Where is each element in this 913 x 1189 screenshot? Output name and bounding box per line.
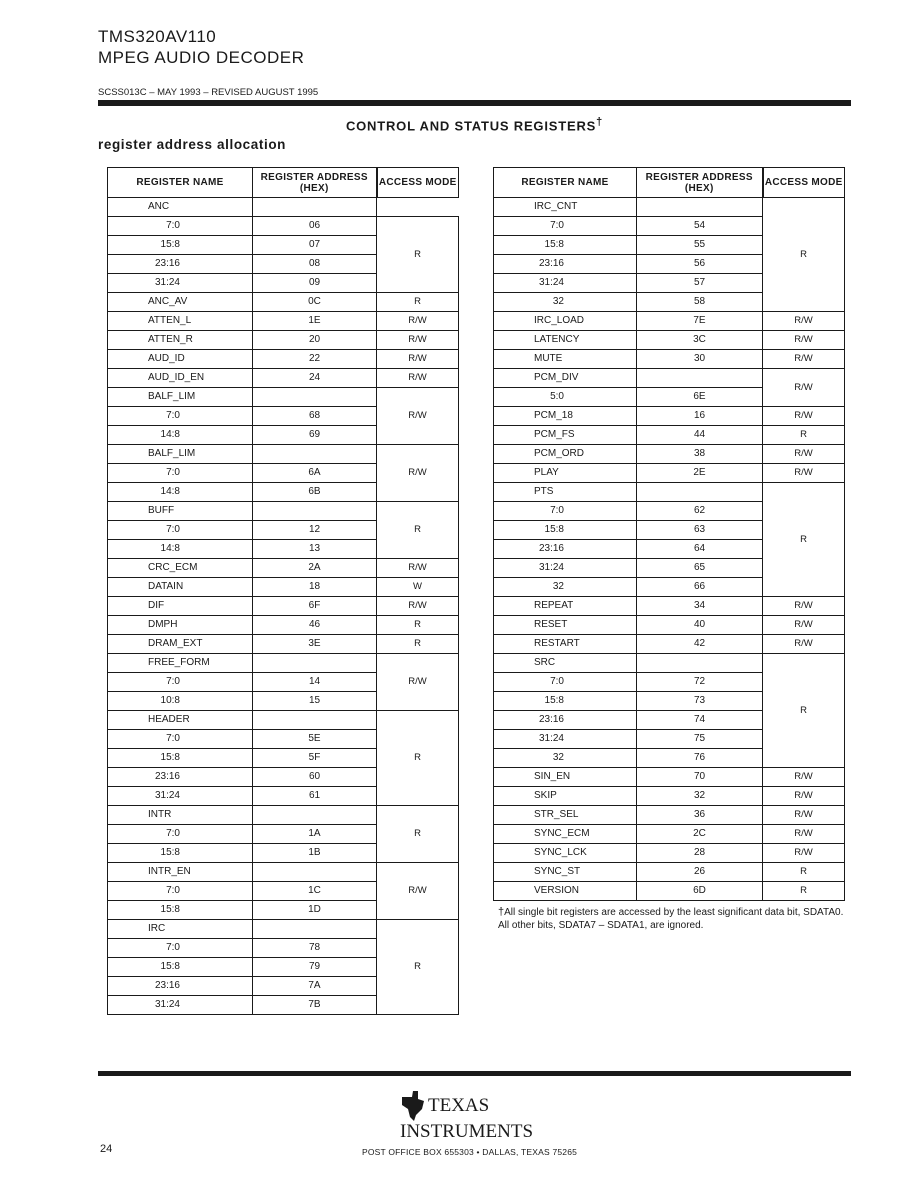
column-header-access-mode: ACCESS MODE <box>377 168 459 198</box>
register-address: 28 <box>637 844 763 863</box>
register-bit-range: 7:0 <box>494 673 637 692</box>
register-bit-range: 7:0 <box>108 217 253 236</box>
register-bit-range: 14:8 <box>108 540 253 559</box>
register-name: FREE_FORM <box>108 654 253 673</box>
register-address <box>253 863 377 882</box>
register-bit-range: 23:16 <box>494 255 637 274</box>
register-address: 14 <box>253 673 377 692</box>
register-address: 74 <box>637 711 763 730</box>
register-bit-range: 23:16 <box>108 255 253 274</box>
register-address: 15 <box>253 692 377 711</box>
access-mode: R/W <box>763 635 845 654</box>
register-address: 1C <box>253 882 377 901</box>
register-address: 36 <box>637 806 763 825</box>
column-header-register-name: REGISTER NAME <box>108 168 253 198</box>
register-name: SKIP <box>494 787 637 806</box>
register-table-right <box>493 167 845 901</box>
register-address <box>253 198 377 217</box>
table-row <box>108 711 459 730</box>
register-address <box>637 369 763 388</box>
register-address: 55 <box>637 236 763 255</box>
access-mode: R <box>377 502 459 559</box>
access-mode: R/W <box>763 844 845 863</box>
part-number: TMS320AV110 <box>98 27 217 46</box>
register-name: INTR_EN <box>108 863 253 882</box>
register-name: PCM_ORD <box>494 445 637 464</box>
table-row <box>494 445 845 464</box>
register-address: 1E <box>253 312 377 331</box>
access-mode: R/W <box>763 464 845 483</box>
register-address: 08 <box>253 255 377 274</box>
page-number: 24 <box>100 1143 113 1155</box>
register-address: 78 <box>253 939 377 958</box>
register-bit-range: 7:0 <box>108 882 253 901</box>
access-mode: R/W <box>377 388 459 445</box>
table-header-row <box>108 168 459 198</box>
register-name: SRC <box>494 654 637 673</box>
register-address: 13 <box>253 540 377 559</box>
register-address: 66 <box>637 578 763 597</box>
register-bit-range: 32 <box>494 578 637 597</box>
access-mode: R <box>763 198 845 312</box>
register-name: ANC <box>108 198 253 217</box>
register-address: 75 <box>637 730 763 749</box>
document-number: SCSS013C – MAY 1993 – REVISED AUGUST 1995 <box>98 87 319 98</box>
register-bit-range: 7:0 <box>108 730 253 749</box>
register-name: LATENCY <box>494 331 637 350</box>
register-name: IRC <box>108 920 253 939</box>
table-row <box>108 198 459 217</box>
register-address: 64 <box>637 540 763 559</box>
table-row <box>494 464 845 483</box>
access-mode: R/W <box>763 407 845 426</box>
register-name: MUTE <box>494 350 637 369</box>
register-name: ATTEN_R <box>108 331 253 350</box>
register-address: 6A <box>253 464 377 483</box>
access-mode: W <box>377 578 459 597</box>
access-mode: R <box>377 711 459 806</box>
register-name: REPEAT <box>494 597 637 616</box>
access-mode: R <box>763 882 845 901</box>
access-mode: R <box>377 806 459 863</box>
table-row <box>494 616 845 635</box>
table-row <box>108 350 459 369</box>
register-bit-range: 31:24 <box>494 730 637 749</box>
footnote-text: All single bit registers are accessed by the least significant data bit, SDATA0. All other bits, SDATA7 – SDATA1, are ignored. <box>498 907 844 931</box>
register-address: 7A <box>253 977 377 996</box>
register-address: 16 <box>637 407 763 426</box>
table-row <box>494 483 845 502</box>
register-address <box>637 198 763 217</box>
register-name: SYNC_ST <box>494 863 637 882</box>
register-bit-range: 15:8 <box>108 749 253 768</box>
register-address: 40 <box>637 616 763 635</box>
register-address: 58 <box>637 293 763 312</box>
register-address: 57 <box>637 274 763 293</box>
access-mode: R/W <box>763 787 845 806</box>
table-row <box>108 597 459 616</box>
register-bit-range: 7:0 <box>108 407 253 426</box>
register-bit-range: 15:8 <box>494 236 637 255</box>
register-bit-range: 31:24 <box>108 996 253 1015</box>
register-address: 26 <box>637 863 763 882</box>
register-bit-range: 14:8 <box>108 426 253 445</box>
register-address: 5F <box>253 749 377 768</box>
register-bit-range: 23:16 <box>494 711 637 730</box>
access-mode: R/W <box>377 863 459 920</box>
table-row <box>494 198 845 217</box>
register-bit-range: 32 <box>494 293 637 312</box>
access-mode: R/W <box>377 445 459 502</box>
register-address: 72 <box>637 673 763 692</box>
table-row <box>108 806 459 825</box>
register-bit-range: 23:16 <box>108 977 253 996</box>
register-address: 12 <box>253 521 377 540</box>
register-bit-range: 10:8 <box>108 692 253 711</box>
table-row <box>494 331 845 350</box>
register-address <box>253 654 377 673</box>
register-name: DRAM_EXT <box>108 635 253 654</box>
table-row <box>494 635 845 654</box>
access-mode: R <box>763 426 845 445</box>
register-name: AUD_ID <box>108 350 253 369</box>
table-row <box>108 559 459 578</box>
register-address <box>637 483 763 502</box>
access-mode: R <box>377 293 459 312</box>
table-row <box>108 369 459 388</box>
access-mode: R <box>377 616 459 635</box>
register-name: ANC_AV <box>108 293 253 312</box>
register-name: DATAIN <box>108 578 253 597</box>
access-mode: R/W <box>763 445 845 464</box>
register-address: 7B <box>253 996 377 1015</box>
column-header-register-address: REGISTER ADDRESS (HEX) <box>253 168 377 198</box>
register-address: 69 <box>253 426 377 445</box>
register-address: 24 <box>253 369 377 388</box>
register-name: IRC_CNT <box>494 198 637 217</box>
section-title-text: CONTROL AND STATUS REGISTERS <box>345 118 597 134</box>
register-address: 3C <box>637 331 763 350</box>
register-bit-range: 23:16 <box>108 768 253 787</box>
access-mode: R/W <box>377 654 459 711</box>
access-mode: R/W <box>763 768 845 787</box>
product-name: MPEG AUDIO DECODER <box>98 48 305 67</box>
register-address: 0C <box>253 293 377 312</box>
register-name: INTR <box>108 806 253 825</box>
table-row <box>108 635 459 654</box>
register-address: 60 <box>253 768 377 787</box>
register-address: 6E <box>637 388 763 407</box>
table-row <box>494 825 845 844</box>
register-bit-range: 31:24 <box>494 274 637 293</box>
table-row <box>494 787 845 806</box>
register-name: STR_SEL <box>494 806 637 825</box>
register-name: RESTART <box>494 635 637 654</box>
access-mode: R <box>763 654 845 768</box>
register-address: 2E <box>637 464 763 483</box>
register-address: 63 <box>637 521 763 540</box>
table-row <box>494 369 845 388</box>
logo-texas: TEXAS <box>428 1095 490 1116</box>
access-mode: R/W <box>763 331 845 350</box>
register-address <box>253 806 377 825</box>
register-name: SYNC_LCK <box>494 844 637 863</box>
register-bit-range: 31:24 <box>108 787 253 806</box>
access-mode: R/W <box>763 806 845 825</box>
register-address: 1D <box>253 901 377 920</box>
access-mode: R <box>763 863 845 882</box>
register-address: 1B <box>253 844 377 863</box>
access-mode: R/W <box>763 369 845 407</box>
register-address: 09 <box>253 274 377 293</box>
register-address: 73 <box>637 692 763 711</box>
register-table-left-body <box>108 198 459 1015</box>
table-row <box>108 863 459 882</box>
table-row <box>494 350 845 369</box>
register-name: HEADER <box>108 711 253 730</box>
register-bit-range: 15:8 <box>108 901 253 920</box>
register-address: 1A <box>253 825 377 844</box>
register-address: 54 <box>637 217 763 236</box>
table-row <box>108 312 459 331</box>
register-bit-range: 7:0 <box>108 939 253 958</box>
register-address: 6D <box>637 882 763 901</box>
section-subtitle: register address allocation <box>98 137 287 152</box>
register-address: 6B <box>253 483 377 502</box>
table-row <box>494 654 845 673</box>
table-row <box>494 882 845 901</box>
register-name: IRC_LOAD <box>494 312 637 331</box>
register-address: 68 <box>253 407 377 426</box>
register-name: BALF_LIM <box>108 445 253 464</box>
register-bit-range: 15:8 <box>108 958 253 977</box>
access-mode: R/W <box>763 825 845 844</box>
register-address <box>637 654 763 673</box>
register-bit-range: 7:0 <box>108 464 253 483</box>
footer-rule <box>98 1071 851 1076</box>
table-row <box>108 502 459 521</box>
register-name: CRC_ECM <box>108 559 253 578</box>
register-address: 44 <box>637 426 763 445</box>
register-name: ATTEN_L <box>108 312 253 331</box>
ti-state-icon <box>402 1091 424 1121</box>
register-name: PTS <box>494 483 637 502</box>
table-row <box>494 844 845 863</box>
register-address: 06 <box>253 217 377 236</box>
access-mode: R <box>377 217 459 293</box>
register-bit-range: 14:8 <box>108 483 253 502</box>
register-bit-range: 15:8 <box>108 844 253 863</box>
access-mode: R/W <box>377 597 459 616</box>
section-title-footnote-mark: † <box>596 116 604 128</box>
register-address <box>253 445 377 464</box>
register-address: 20 <box>253 331 377 350</box>
register-address: 79 <box>253 958 377 977</box>
access-mode: R/W <box>763 616 845 635</box>
access-mode: R/W <box>377 350 459 369</box>
column-header-access-mode: ACCESS MODE <box>763 168 845 198</box>
register-bit-range: 31:24 <box>494 559 637 578</box>
register-address: 65 <box>637 559 763 578</box>
register-bit-range: 7:0 <box>108 673 253 692</box>
register-address: 07 <box>253 236 377 255</box>
register-name: DIF <box>108 597 253 616</box>
table-row <box>108 388 459 407</box>
register-address: 6F <box>253 597 377 616</box>
access-mode: R <box>377 920 459 1015</box>
register-address: 32 <box>637 787 763 806</box>
table-header-row <box>494 168 845 198</box>
register-name: SYNC_ECM <box>494 825 637 844</box>
register-address: 5E <box>253 730 377 749</box>
register-name: BUFF <box>108 502 253 521</box>
access-mode: R/W <box>377 559 459 578</box>
register-address: 18 <box>253 578 377 597</box>
register-address <box>253 920 377 939</box>
register-bit-range: 7:0 <box>494 502 637 521</box>
table-row <box>494 407 845 426</box>
register-bit-range: 7:0 <box>494 217 637 236</box>
column-header-register-address: REGISTER ADDRESS (HEX) <box>637 168 763 198</box>
register-name: RESET <box>494 616 637 635</box>
register-name: PCM_DIV <box>494 369 637 388</box>
register-address <box>253 502 377 521</box>
register-bit-range: 7:0 <box>108 521 253 540</box>
table-row <box>108 293 459 312</box>
section-title <box>98 116 851 133</box>
register-address: 3E <box>253 635 377 654</box>
register-address: 42 <box>637 635 763 654</box>
register-bit-range: 15:8 <box>494 692 637 711</box>
register-address: 34 <box>637 597 763 616</box>
register-bit-range: 15:8 <box>108 236 253 255</box>
access-mode: R <box>377 635 459 654</box>
register-bit-range: 31:24 <box>108 274 253 293</box>
register-table-left <box>107 167 459 1015</box>
register-name: SIN_EN <box>494 768 637 787</box>
table-row <box>108 445 459 464</box>
access-mode: R/W <box>377 331 459 350</box>
register-address: 7E <box>637 312 763 331</box>
access-mode: R/W <box>377 312 459 331</box>
register-name: AUD_ID_EN <box>108 369 253 388</box>
register-address: 56 <box>637 255 763 274</box>
register-bit-range: 15:8 <box>494 521 637 540</box>
table-row <box>494 426 845 445</box>
register-bit-range: 32 <box>494 749 637 768</box>
table-row <box>108 654 459 673</box>
logo-instruments: INSTRUMENTS <box>400 1121 534 1139</box>
register-address: 2A <box>253 559 377 578</box>
register-address <box>253 388 377 407</box>
table-row <box>494 806 845 825</box>
table-row <box>108 331 459 350</box>
table-row <box>494 597 845 616</box>
access-mode: R/W <box>763 597 845 616</box>
register-address: 2C <box>637 825 763 844</box>
table-row <box>108 578 459 597</box>
register-address: 76 <box>637 749 763 768</box>
register-bit-range: 5:0 <box>494 388 637 407</box>
texas-instruments-logo <box>398 1087 558 1139</box>
footnote-mark: † <box>498 906 505 918</box>
access-mode: R/W <box>377 369 459 388</box>
register-address: 30 <box>637 350 763 369</box>
table-row <box>494 312 845 331</box>
register-bit-range: 23:16 <box>494 540 637 559</box>
register-address: 70 <box>637 768 763 787</box>
register-name: BALF_LIM <box>108 388 253 407</box>
access-mode: R <box>763 483 845 597</box>
register-address: 46 <box>253 616 377 635</box>
table-row <box>108 217 459 236</box>
table-row <box>108 616 459 635</box>
table-row <box>108 920 459 939</box>
company-address: POST OFFICE BOX 655303 • DALLAS, TEXAS 75265 <box>362 1147 578 1157</box>
access-mode: R/W <box>763 312 845 331</box>
register-bit-range: 7:0 <box>108 825 253 844</box>
register-name: DMPH <box>108 616 253 635</box>
register-address: 38 <box>637 445 763 464</box>
table-row <box>494 863 845 882</box>
register-name: VERSION <box>494 882 637 901</box>
register-name: PLAY <box>494 464 637 483</box>
table-row <box>494 768 845 787</box>
register-address <box>253 711 377 730</box>
register-address: 22 <box>253 350 377 369</box>
column-header-register-name: REGISTER NAME <box>494 168 637 198</box>
header-rule <box>98 100 851 106</box>
access-mode: R/W <box>763 350 845 369</box>
register-name: PCM_18 <box>494 407 637 426</box>
register-address: 61 <box>253 787 377 806</box>
register-name: PCM_FS <box>494 426 637 445</box>
register-address: 62 <box>637 502 763 521</box>
register-table-right-body <box>494 198 845 901</box>
footnote <box>498 906 844 932</box>
